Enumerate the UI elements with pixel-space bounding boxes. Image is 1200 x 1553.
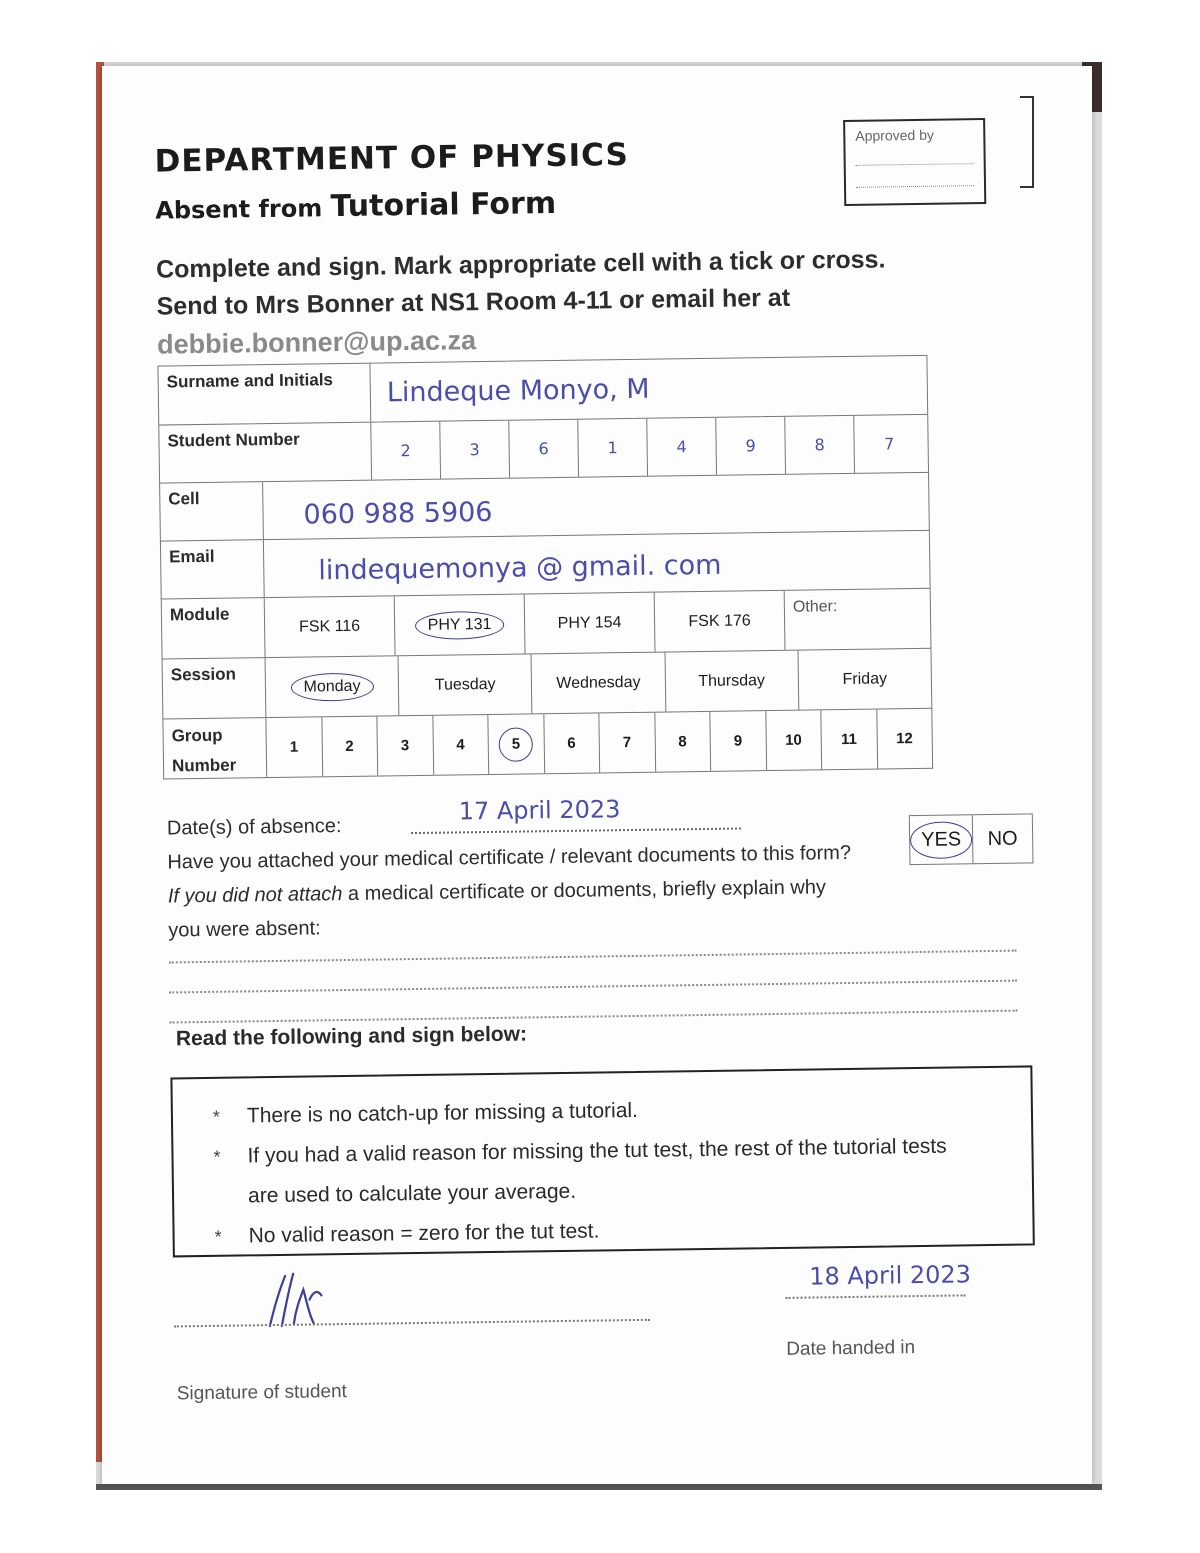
email-label: Email xyxy=(161,540,265,598)
rules-heading: Read the following and sign below: xyxy=(175,1022,528,1051)
email-value: lindequemonya @ gmail. com xyxy=(318,549,722,587)
group-option[interactable] xyxy=(433,715,489,775)
group-option[interactable] xyxy=(877,709,932,769)
group-option-label: 11 xyxy=(840,730,858,749)
student-number-digit: 3 xyxy=(440,421,510,479)
module-option-label: FSK 176 xyxy=(688,611,751,630)
cell-value: 060 988 5906 xyxy=(303,496,493,531)
surname-label: Surname and Initials xyxy=(158,364,371,425)
module-label: Module xyxy=(162,598,266,658)
group-option[interactable] xyxy=(821,710,877,770)
group-option-label: 6 xyxy=(567,734,576,752)
group-option-label: 12 xyxy=(896,730,913,748)
group-option-label: 3 xyxy=(400,737,410,755)
session-option[interactable] xyxy=(665,651,799,712)
group-option[interactable] xyxy=(599,713,655,773)
surname-row xyxy=(157,355,928,426)
group-option-label: 7 xyxy=(622,734,632,752)
module-option-label: PHY 131 xyxy=(415,610,505,639)
group-option-label: 10 xyxy=(785,731,802,749)
department-title: DEPARTMENT OF PHYSICS xyxy=(154,136,630,180)
group-option-label: 2 xyxy=(345,737,354,755)
group-option-selected[interactable] xyxy=(488,714,544,774)
cell-label: Cell xyxy=(160,482,264,540)
rule-text: If you had a valid reason for missing the tut test, the rest of the tutorial tests xyxy=(247,1134,947,1168)
explain-write-line[interactable] xyxy=(170,1010,1018,1024)
form-title-main: Tutorial Form xyxy=(330,186,557,225)
session-label: Session xyxy=(163,658,267,718)
module-option[interactable] xyxy=(525,593,656,654)
group-row xyxy=(162,709,933,780)
student-signature xyxy=(263,1269,344,1330)
explain-line-1 xyxy=(168,876,826,908)
group-option[interactable] xyxy=(710,711,766,771)
session-option-label: Wednesday xyxy=(556,673,641,692)
date-handed-value: 18 April 2023 xyxy=(809,1260,972,1291)
session-option[interactable] xyxy=(399,654,533,715)
module-option-label: Other: xyxy=(792,598,838,616)
student-details-grid xyxy=(157,355,933,780)
approved-by-box xyxy=(843,118,986,206)
date-handed-label: Date handed in xyxy=(786,1337,916,1360)
approved-by-line-1 xyxy=(855,142,973,166)
rules-box xyxy=(170,1065,1034,1257)
student-number-digit: 4 xyxy=(647,418,717,476)
absence-date-value: 17 April 2023 xyxy=(458,795,621,826)
module-option[interactable] xyxy=(265,596,396,657)
form-title-prefix: Absent from xyxy=(155,194,323,225)
explain-write-line[interactable] xyxy=(169,980,1017,994)
module-option-other[interactable] xyxy=(785,589,931,650)
group-label-line-2: Number xyxy=(171,755,237,776)
absence-date-label: Date(s) of absence: xyxy=(166,815,342,840)
instruction-line-2: Send to Mrs Bonner at NS1 Room 4-11 or email her at xyxy=(156,283,791,321)
student-number-digit: 7 xyxy=(883,434,895,454)
no-label: NO xyxy=(987,827,1018,850)
group-option[interactable] xyxy=(266,717,322,777)
group-option[interactable] xyxy=(544,713,600,773)
module-option-label: PHY 154 xyxy=(557,613,622,632)
session-option[interactable] xyxy=(798,649,931,710)
signature-label: Signature of student xyxy=(176,1381,348,1405)
student-number-digit: 2 xyxy=(371,422,441,480)
rule-text: There is no catch-up for missing a tutorial. xyxy=(246,1098,639,1128)
explain-italic: If you did not attach xyxy=(167,883,343,908)
group-option-label: 8 xyxy=(678,733,687,751)
signature-line[interactable] xyxy=(174,1319,650,1328)
explain-line-2: you were absent: xyxy=(168,917,321,942)
attached-question: Have you attached your medical certificate / relevant documents to this form? xyxy=(167,841,852,874)
session-option-label: Monday xyxy=(290,672,373,701)
explain-write-line[interactable] xyxy=(169,950,1017,964)
bullet-star-icon: * xyxy=(213,1146,221,1167)
student-number-digit: 6 xyxy=(509,420,579,478)
group-option[interactable] xyxy=(655,712,711,772)
absence-date-line xyxy=(411,827,741,834)
approved-by-label: Approved by xyxy=(855,126,935,144)
student-number-digit: 1 xyxy=(578,419,648,477)
module-option-selected[interactable] xyxy=(395,594,526,655)
student-number-digit: 8 xyxy=(785,416,855,474)
group-option[interactable] xyxy=(377,716,433,776)
surname-value: Lindeque Monyo, M xyxy=(386,373,650,409)
module-option[interactable] xyxy=(655,591,786,652)
date-handed-line[interactable] xyxy=(786,1294,966,1299)
email-row xyxy=(160,531,931,600)
student-number-label: Student Number xyxy=(159,423,372,483)
group-option-label: 5 xyxy=(499,727,533,761)
rule-text: are used to calculate your average. xyxy=(247,1179,577,1208)
group-option-label: 9 xyxy=(733,732,743,750)
group-number-label xyxy=(163,718,267,778)
group-option[interactable] xyxy=(322,717,378,777)
session-option[interactable] xyxy=(532,653,666,714)
session-option-label: Thursday xyxy=(698,671,766,690)
yes-label: YES xyxy=(910,821,973,859)
rule-text: No valid reason = zero for the tut test. xyxy=(248,1219,600,1248)
group-option-label: 4 xyxy=(456,736,465,754)
yes-option-selected[interactable] xyxy=(910,815,974,864)
session-option-label: Tuesday xyxy=(434,675,496,694)
explain-rest: a medical certificate or documents, briefly explain why xyxy=(342,876,827,906)
session-option-selected[interactable] xyxy=(266,656,400,717)
group-option[interactable] xyxy=(766,710,822,770)
session-row xyxy=(162,649,933,720)
student-number-digit: 9 xyxy=(716,417,786,475)
form-title xyxy=(155,186,556,227)
cell-row xyxy=(159,473,930,542)
student-number-row xyxy=(158,415,929,484)
group-option-label: 1 xyxy=(289,738,299,756)
approved-by-line-2 xyxy=(856,164,974,188)
bullet-star-icon: * xyxy=(214,1226,222,1247)
group-label-line-1: Group xyxy=(171,725,223,746)
no-option[interactable] xyxy=(973,814,1033,863)
session-option-label: Friday xyxy=(842,669,888,688)
module-row xyxy=(161,589,932,660)
module-option-label: FSK 116 xyxy=(298,617,361,636)
instruction-line-1: Complete and sign. Mark appropriate cell with a tick or cross. xyxy=(155,245,886,284)
contact-email: debbie.bonner@up.ac.za xyxy=(156,325,477,360)
bullet-star-icon: * xyxy=(212,1106,221,1127)
attached-yes-no xyxy=(909,813,1034,865)
